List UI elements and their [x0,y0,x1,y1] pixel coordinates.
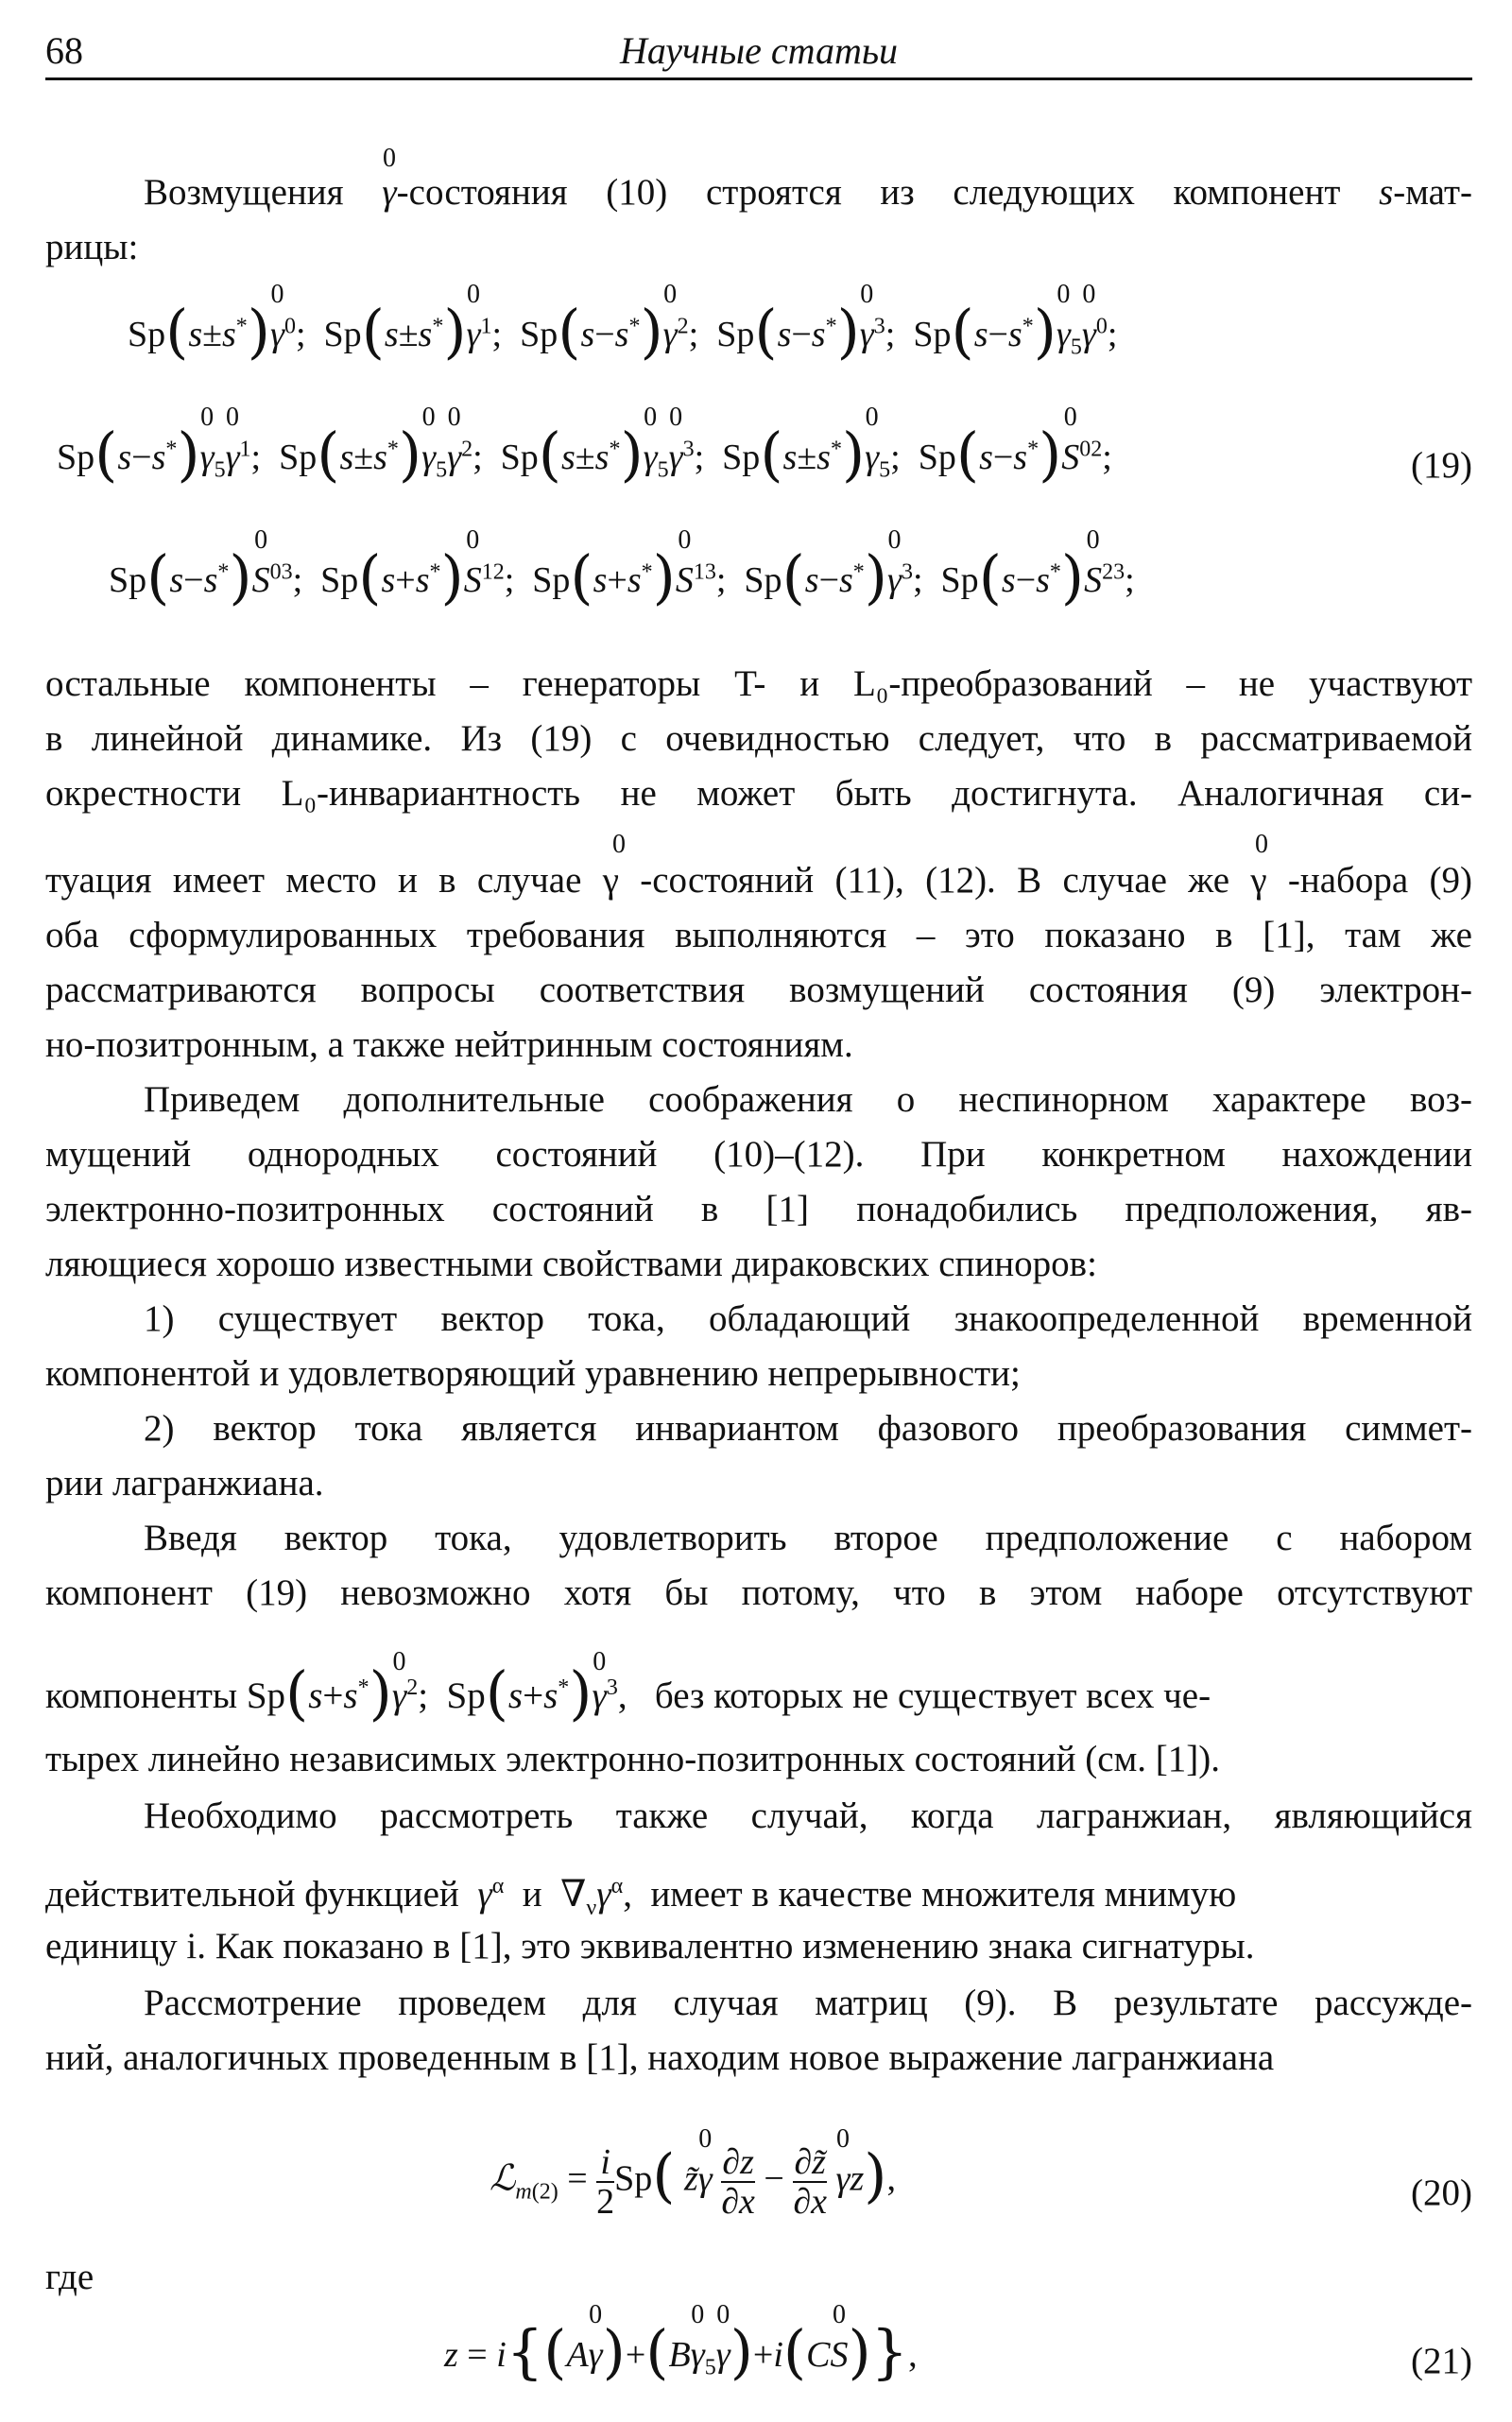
p2-line3: электронно-позитронных состояний в [1] понадобились предположения, яв- [45,1189,1472,1229]
intro-cont: рицы: [45,227,139,267]
p4-line3: единицу i. Как показано в [1], это эквивалентно изменению знака сигнатуры. [45,1926,1255,1967]
p2-line4: ляющиеся хорошо известными свойствами дираковских спиноров: [45,1244,1097,1284]
eq19-row2: Sp(s−s*) 0 $\gamma_5$ 0 $\gamma^1$; Sp(s±s*) 0 $\gamma_5$ 0 $\gamma^2$; Sp(s±s*) 0 $\gamma_5$ 0 $\gamma^3$; Sp(s±s*) 0 $\gamma_5$; Sp(s−s*) 0 $S^{02}$; [57,403,1112,489]
running-title: Научные статьи [619,29,899,72]
p3-line1: Введя вектор тока, удовлетворить второе предположение с набором [144,1518,1472,1558]
list-item2-a: 2) вектор тока является инвариантом фазового преобразования симмет- [144,1408,1472,1449]
p1-line4: туация имеет место и в случае γ -состояний (11), (12). В случае же γ -набора (9) [45,860,1472,901]
list-item1-b: компонентой и удовлетворяющий уравнению непрерывности; [45,1353,1021,1394]
intro-line: Возмущения 0 γ-состояния (10) строятся из следующих компонент s-мат- [144,170,1472,215]
eq20-number: (20) [1411,2173,1472,2213]
p1-line7: но-позитронным, а также нейтринным состояниям. [45,1024,853,1065]
eq19-number: (19) [1411,445,1472,486]
p5-line1: Рассмотрение проведем для случая матриц (9). В результате рассужде- [144,1983,1472,2023]
p3-line3: компоненты Sp(s+s*) 0 $\gamma^2$; Sp(s+s*) 0 $\gamma^3$, без которых не существует всех че- [45,1647,1211,1727]
p1-line6: рассматриваются вопросы соответствия возмущений состояния (9) электрон- [45,970,1472,1010]
eq19-row1: Sp(s±s*) 0 $\gamma^0$; Sp(s±s*) 0 $\gamma^1$; Sp(s−s*) 0 $\gamma^2$; Sp(s−s*) 0 $\gamma^3$; Sp(s−s*) 0 $\gamma_5$ 0 $\gamma^0$; [128,280,1118,366]
list-item1-a: 1) существует вектор тока, обладающий знакоопределенной временной [144,1298,1472,1339]
page-number: 68 [45,29,83,72]
p2-line1: Приведем дополнительные соображения о неспинорном характере воз- [144,1079,1472,1120]
list-item2-b: рии лагранжиана. [45,1463,324,1503]
page-header [45,21,1472,80]
eq20: ℒ$_{m(2)}$ = $\frac{i}{2}$ Sp( z̃ 0 γ ∂z ∂x − ∂z̃ ∂x 0 γz), [490,2123,896,2222]
p1-line5: оба сформулированных требования выполняются – это показано в [1], там же [45,915,1472,955]
eq21-number: (21) [1411,2341,1472,2381]
p5-line2: ний, аналогичных проведенным в [1], находим новое выражение лагранжиана [45,2037,1275,2078]
p3-line4: тырех линейно независимых электронно-позитронных состояний (см. [1]). [45,1739,1220,1779]
p4-line1: Необходимо рассмотреть также случай, когда лагранжиан, являющийся [144,1795,1472,1836]
gamma-zero-symbol: 0 γ [382,144,397,213]
p4-line2: действительной функцией $\gamma^\alpha$ и $\nabla_\nu\gamma^\alpha$, имеет в качестве множителя мнимую [45,1874,1237,1920]
zero-mark-1: 0 [612,830,626,859]
p1-line1: остальные компоненты – генераторы T- и L₀-преобразований – не участвуют [45,663,1472,704]
p1-line2: в линейной динамике. Из (19) с очевидностью следует, что в рассматриваемой [45,718,1472,759]
eq19-row3: Sp(s−s*) 0 $S^{03}$; Sp(s+s*) 0 $S^{12}$; Sp(s+s*) 0 $S^{13}$; Sp(s−s*) 0 $\gamma^3$; Sp(s−s*) 0 $S^{23}$; [109,525,1135,611]
where-text: где [45,2257,94,2297]
p2-line2: мущений однородных состояний (10)–(12). При конкретном нахождении [45,1134,1472,1175]
p1-line3: окрестности L₀-инвариантность не может быть достигнута. Аналогичная си- [45,773,1472,814]
eq21: z = i{(A 0 γ)+(B 0 $\gamma_5$ 0 γ)+i(C 0 S)}, [444,2300,918,2386]
zero-mark-2: 0 [1255,830,1268,859]
p3-line2: компонент (19) невозможно хотя бы потому, что в этом наборе отсутствуют [45,1572,1472,1613]
